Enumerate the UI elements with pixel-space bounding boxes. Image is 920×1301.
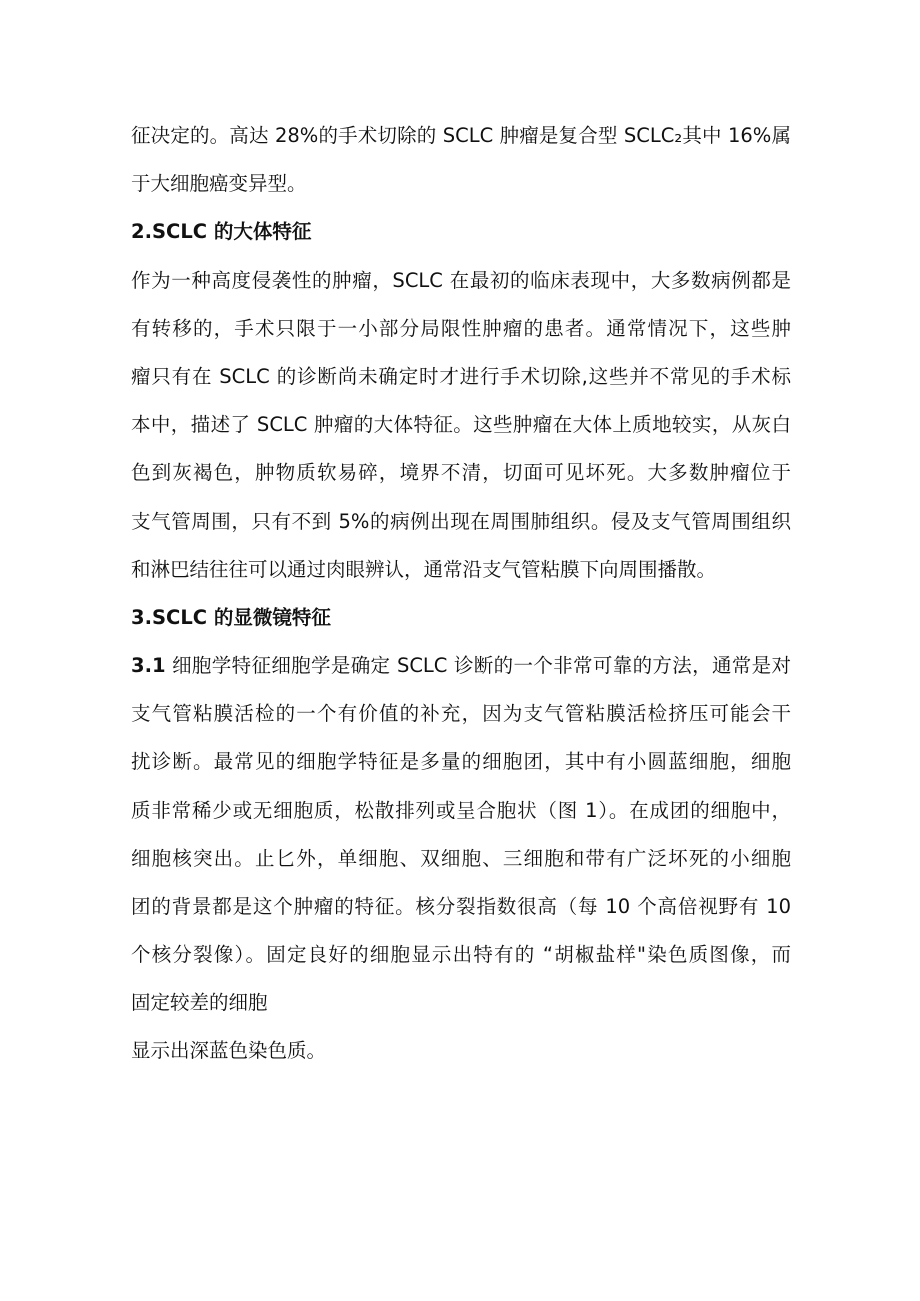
- paragraph-line: 固定较差的细胞: [131, 991, 268, 1015]
- paragraph-line: 本中，描述了 SCLC 肿瘤的大体特征。这些肿瘤在大体上质地较实，从灰白: [131, 413, 791, 437]
- paragraph-line: 团的背景都是这个肿瘤的特征。核分裂指数很高（每 10 个高倍视野有 10: [131, 895, 791, 918]
- paragraph-line: 质非常稀少或无细胞质，松散排列或呈合胞状（图 1）。在成团的细胞中，: [131, 798, 791, 822]
- paragraph-line: 3.1 细胞学特征细胞学是确定 SCLC 诊断的一个非常可靠的方法，通常是对: [131, 654, 791, 678]
- paragraph-line: 支气管粘膜活检的一个有价值的补充，因为支气管粘膜活检挤压可能会干: [131, 702, 791, 726]
- paragraph-line: 个核分裂像）。固定良好的细胞显示出特有的 “胡椒盐样"染色质图像，而: [131, 943, 791, 967]
- paragraph-line: 瘤只有在 SCLC 的诊断尚未确定时才进行手术切除,这些并不常见的手术标: [131, 364, 791, 388]
- paragraph-line: 扰诊断。最常见的细胞学特征是多量的细胞团，其中有小圆蓝细胞，细胞: [131, 750, 791, 774]
- paragraph-line: 征决定的。高达 28%的手术切除的 SCLC 肿瘤是复合型 SCLC₂其中 16%属: [131, 124, 791, 147]
- section-heading-microscopic-features: 3.SCLC 的显微镜特征: [131, 605, 331, 629]
- paragraph-line: 于大细胞癌变异型。: [131, 172, 307, 196]
- paragraph-line: 支气管周围，只有不到 5%的病例出现在周围肺组织。侵及支气管周围组织: [131, 509, 791, 533]
- paragraph-line: 色到灰褐色，肿物质软易碎，境界不清，切面可见坏死。大多数肿瘤位于: [131, 461, 791, 485]
- paragraph-line: 作为一种高度侵袭性的肿瘤，SCLC 在最初的临床表现中，大多数病例都是: [131, 268, 791, 292]
- document-body: [131, 112, 801, 1069]
- paragraph-line: 显示出深蓝色染色质。: [131, 1038, 327, 1062]
- paragraph-line: 细胞核突出。止匕外，单细胞、双细胞、三细胞和带有广泛坏死的小细胞: [131, 846, 791, 870]
- subsection-number: 3.1: [131, 654, 166, 678]
- paragraph-line: 有转移的，手术只限于一小部分局限性肿瘤的患者。通常情况下，这些肿: [131, 316, 791, 340]
- paragraph-line: 和淋巴结往往可以通过肉眼辨认，通常沿支气管粘膜下向周围播散。: [131, 557, 717, 581]
- section-heading-gross-features: 2.SCLC 的大体特征: [131, 220, 312, 244]
